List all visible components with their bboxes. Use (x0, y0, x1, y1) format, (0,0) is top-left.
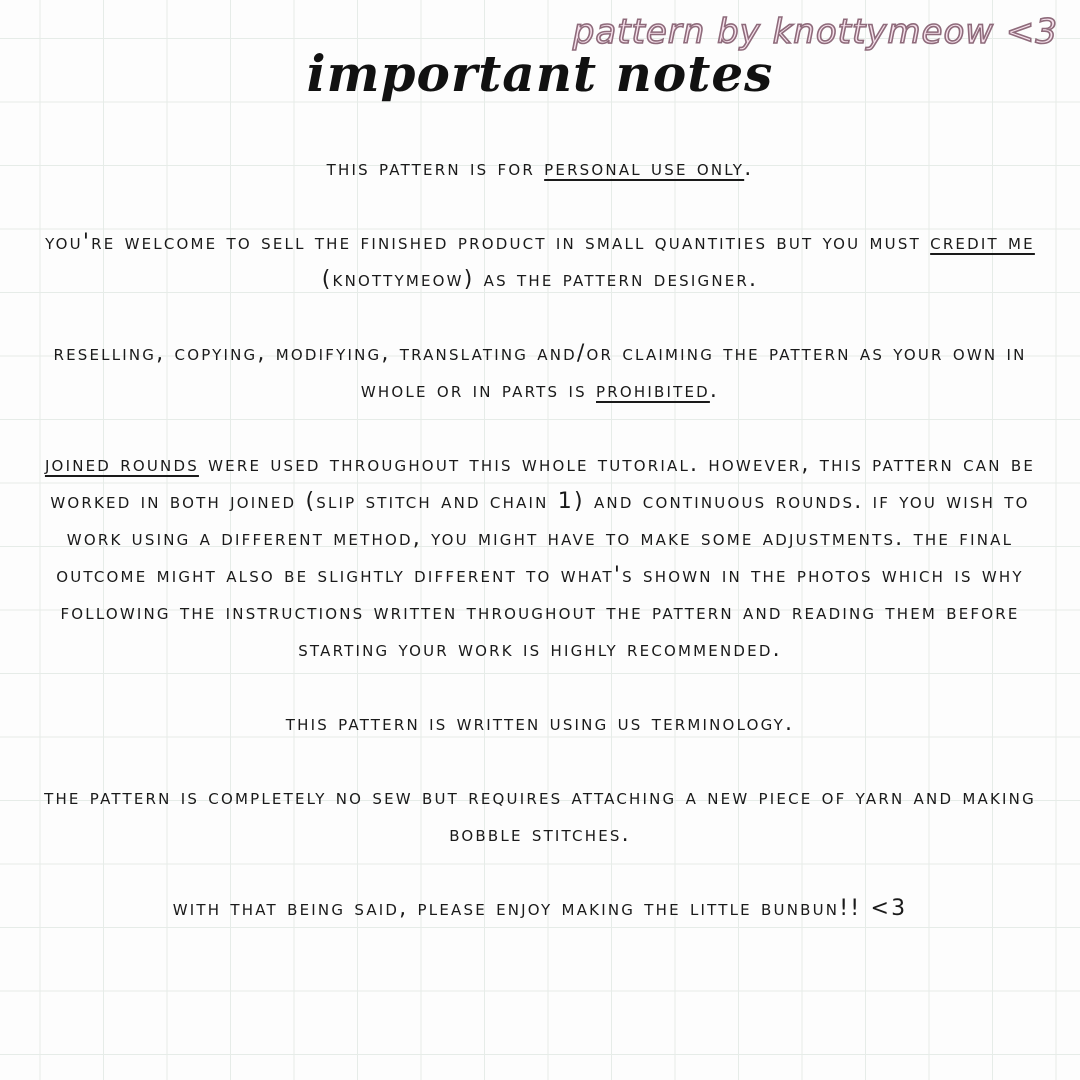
note-text: were used throughout this whole tutorial. however, this pattern can be worked in both joined (slip stitch and chain 1) and continuous rounds. if you wish to work using a different method, you might have to make some adjustments. the final outcome might also be slightly different to what's shown in the photos which is why following the instructions written throughout the pattern and reading them before starting your work is highly recommended. (50, 452, 1036, 662)
note-joined-rounds (20, 446, 1060, 668)
watermark: pattern by knottymeow <3 (572, 12, 1058, 52)
note-text: reselling, copying, modifying, translating and/or claiming the pattern as your own in whole or in parts is (53, 341, 1027, 403)
underlined-text: prohibited (596, 378, 710, 403)
note-text: with that being said, please enjoy making the little bunbun!! <3 (172, 896, 908, 921)
note-text: . (709, 378, 720, 403)
page-title: important notes (306, 44, 774, 103)
note-text: this pattern is written using us terminology. (285, 711, 795, 736)
underlined-text: credit me (930, 230, 1035, 255)
note-text: this pattern is for (326, 156, 545, 181)
note-personal-use (20, 150, 1060, 187)
note-text: . (744, 156, 754, 181)
note-selling-credit (20, 224, 1060, 298)
underlined-text: joined rounds (44, 452, 199, 477)
note-closing (20, 890, 1060, 927)
note-terminology (20, 705, 1060, 742)
note-prohibited (20, 335, 1060, 409)
notes-body (20, 150, 1060, 964)
note-no-sew (20, 779, 1060, 853)
note-text: the pattern is completely no sew but requires attaching a new piece of yarn and making bobble stitches. (44, 785, 1036, 847)
note-text: you're welcome to sell the finished product in small quantities but you must (45, 230, 931, 255)
underlined-text: personal use only (544, 156, 745, 181)
note-text: (knottymeow) as the pattern designer. (321, 267, 759, 292)
